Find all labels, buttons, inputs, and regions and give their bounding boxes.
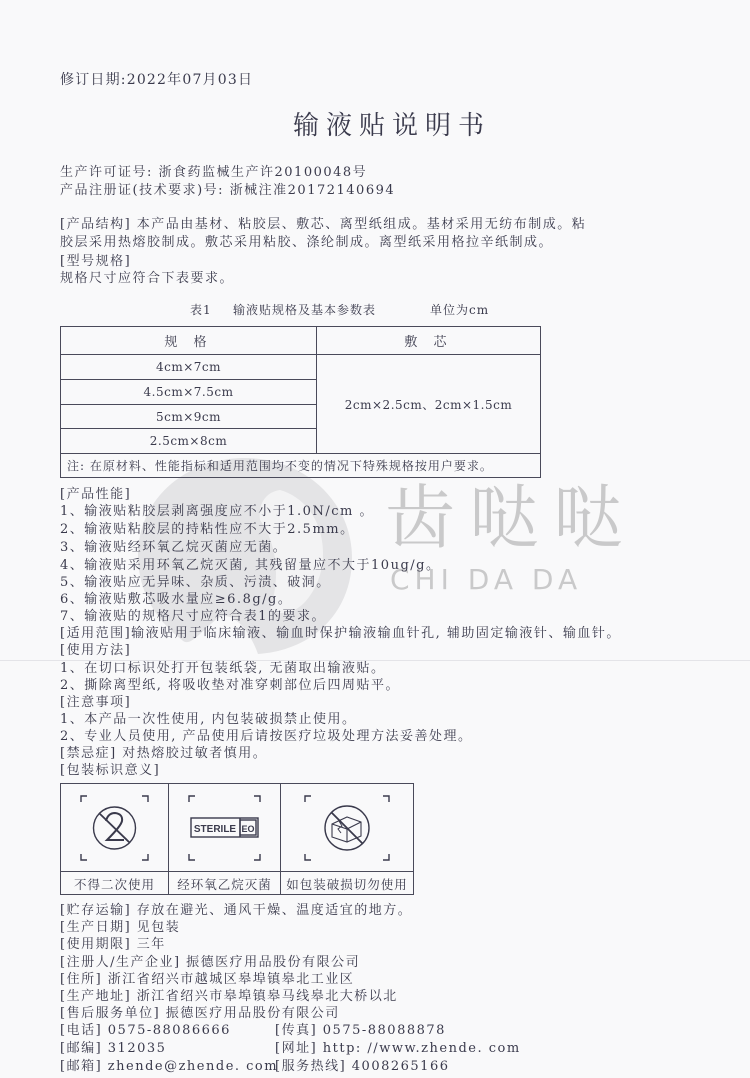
symbol-label-sterile-eo: 经环氧乙烷灭菌 (169, 871, 280, 895)
do-not-reuse-icon (61, 784, 168, 871)
pad-column-header: 敷 芯 (404, 335, 453, 350)
performance-item-1: 1、输液贴粘胶层剥离强度应不小于1.0N/cm 。 (60, 504, 374, 519)
spec-cell-4: 2.5cm×8cm (61, 428, 317, 453)
revision-date: 修订日期:2022年07月03日 (60, 72, 254, 88)
watermark-brand-en: CHI DA DA (390, 563, 583, 596)
performance-heading: [产品性能] (60, 487, 132, 502)
caution-heading: [注意事项] (60, 695, 132, 710)
sterile-text: STERILE (193, 824, 237, 835)
contact-fax: [传真] 0575-88088878 (275, 1023, 446, 1038)
pad-merged-cell: 2cm×2.5cm、2cm×1.5cm (317, 354, 540, 453)
do-not-use-if-damaged-icon (281, 784, 413, 871)
contact-tel: [电话] 0575-88086666 (60, 1023, 231, 1038)
spec-cell-3: 5cm×9cm (61, 404, 317, 429)
registrant-text: [注册人/生产企业] 振德医疗用品股份有限公司 (60, 955, 361, 970)
watermark-brand-cn: 齿哒哒 (385, 477, 637, 559)
caution-item-1: 1、本产品一次性使用, 内包装破损禁止使用。 (60, 712, 357, 727)
scope-text: [适用范围]输液贴用于临床输液、输血时保护输液输血针孔, 辅助固定输液针、输血针。 (60, 626, 621, 641)
spec-cell-1: 4cm×7cm (61, 354, 317, 379)
table-caption-unit: 单位为cm (430, 303, 490, 317)
sterile-eo-icon (169, 784, 280, 871)
table-caption-title: 输液贴规格及基本参数表 (233, 303, 377, 317)
performance-item-2: 2、输液贴粘胶层的持粘性应不大于2.5mm。 (60, 522, 355, 537)
usage-item-1: 1、在切口标识处打开包装纸袋, 无菌取出输液贴。 (60, 661, 386, 676)
symbol-label-do-not-reuse: 不得二次使用 (61, 871, 168, 895)
after-sales-text: [售后服务单位] 振德医疗用品股份有限公司 (60, 1006, 340, 1021)
symbol-label-do-not-use-if-damaged: 如包装破损切勿使用 (281, 871, 413, 895)
contact-postcode: [邮编] 312035 (60, 1041, 167, 1056)
table-caption-number: 表1 (190, 303, 212, 317)
production-date-text: [生产日期] 见包装 (60, 920, 181, 935)
storage-text: [贮存运输] 存放在避光、通风干燥、温度适宜的地方。 (60, 903, 413, 918)
performance-item-3: 3、输液贴经环氧乙烷灭菌应无菌。 (60, 540, 288, 555)
performance-item-5: 5、输液贴应无异味、杂质、污渍、破洞。 (60, 575, 331, 590)
production-address-text: [生产地址] 浙江省绍兴市皋埠镇皋马线皋北大桥以北 (60, 989, 398, 1004)
performance-item-6: 6、输液贴敷芯吸水量应≥6.8g/g。 (60, 592, 293, 607)
structure-line-2: 胶层采用热熔胶制成。敷芯采用粘胶、涤纶制成。离型纸采用格拉辛纸制成。 (60, 235, 554, 250)
residence-text: [住所] 浙江省绍兴市越城区皋埠镇皋北工业区 (60, 972, 355, 987)
contact-website: [网址] http: //www.zhende. com (275, 1041, 521, 1056)
caution-item-2: 2、专业人员使用, 产品使用后请按医疗垃圾处理方法妥善处理。 (60, 729, 473, 744)
eo-text: EO (241, 824, 255, 834)
performance-item-7: 7、输液贴的规格尺寸应符合表1的要求。 (60, 609, 327, 624)
performance-item-4: 4、输液贴采用环氧乙烷灭菌, 其残留量应不大于10ug/g。 (60, 558, 441, 573)
symbol-cell-do-not-use-if-damaged (281, 784, 413, 894)
registration-number: 产品注册证(技术要求)号: 浙械注准20172140694 (60, 183, 396, 198)
contact-hotline: [服务热线] 4008265166 (275, 1059, 450, 1074)
spec-table (60, 326, 541, 478)
validity-text: [使用期限] 三年 (60, 937, 166, 952)
structure-line-1: [产品结构] 本产品由基材、粘胶层、敷芯、离型纸组成。基材采用无纺布制成。粘 (60, 217, 587, 232)
contraindication-text: [禁忌症] 对热熔胶过敏者慎用。 (60, 746, 268, 761)
spec-cell-2: 4.5cm×7.5cm (61, 379, 317, 404)
usage-heading: [使用方法] (60, 643, 132, 658)
license-number: 生产许可证号: 浙食药监械生产许20100048号 (60, 165, 368, 180)
model-spec-heading: [型号规格] (60, 254, 132, 269)
spec-table-note: 注: 在原材料、性能指标和适用范围均不变的情况下特殊规格按用户要求。 (61, 453, 540, 477)
usage-item-2: 2、撕除离型纸, 将吸收垫对准穿刺部位后四周贴平。 (60, 678, 401, 693)
spec-column-header: 规 格 (61, 327, 317, 354)
model-spec-text: 规格尺寸应符合下表要求。 (60, 271, 235, 286)
symbol-cell-do-not-reuse (61, 784, 169, 894)
packaging-symbols-heading: [包装标识意义] (60, 763, 161, 778)
packaging-symbols-table (60, 783, 414, 895)
document-title: 输液贴说明书 (293, 111, 492, 141)
symbol-cell-sterile-eo (169, 784, 281, 894)
contact-email: [邮箱] zhende@zhende. com (60, 1059, 279, 1074)
